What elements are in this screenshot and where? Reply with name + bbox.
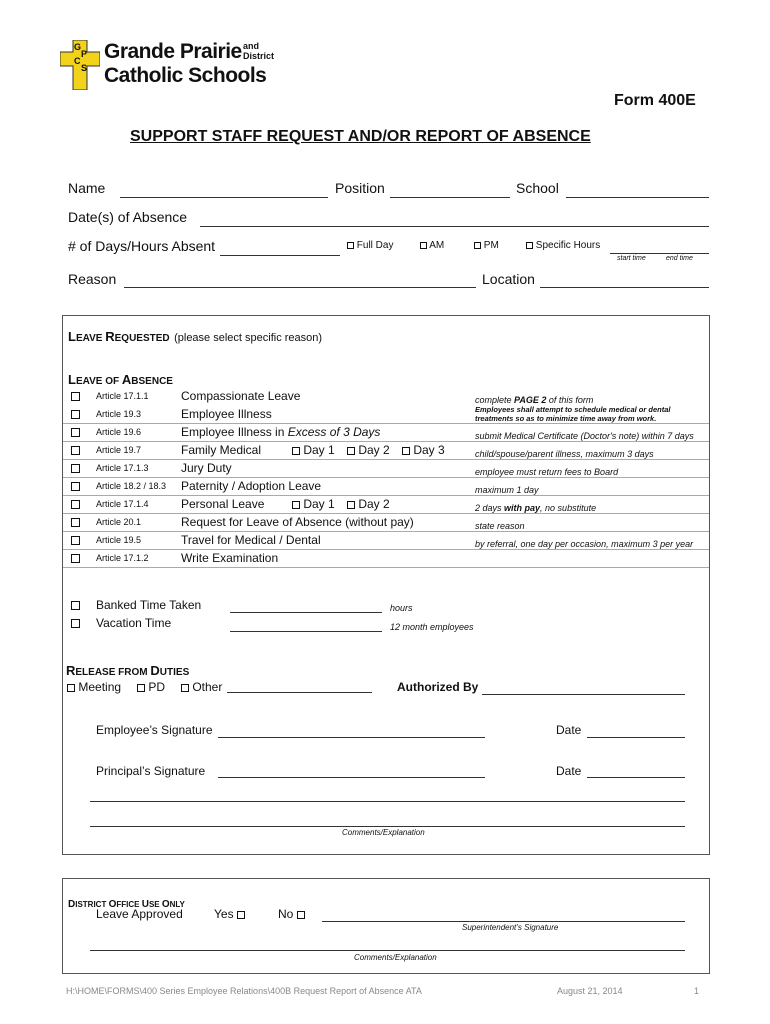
article-number: Article 19.7 xyxy=(96,445,142,455)
leave-checkbox[interactable] xyxy=(71,500,80,509)
superintendent-signature-field[interactable] xyxy=(322,921,685,922)
leave-type: Request for Leave of Absence (without pay) xyxy=(181,515,414,529)
family-day3-option[interactable] xyxy=(402,443,445,457)
date1-field[interactable] xyxy=(587,737,685,738)
principal-signature-field[interactable] xyxy=(218,777,485,778)
position-field[interactable] xyxy=(390,197,510,198)
heading-part: SE xyxy=(148,900,162,909)
vacation-label: Vacation Time xyxy=(96,616,172,630)
day-text: Day 1 xyxy=(303,443,335,457)
org-name-line2: Catholic Schools xyxy=(104,64,267,87)
heading-part: FFICE xyxy=(116,900,142,909)
leave-type: Write Examination xyxy=(181,551,279,565)
article-number: Article 19.6 xyxy=(96,427,142,437)
district-comments-field[interactable] xyxy=(90,950,685,951)
leave-checkbox[interactable] xyxy=(71,392,80,401)
leave-of-absence-heading xyxy=(68,371,173,389)
heading-initial: L xyxy=(68,329,76,344)
no-text: No xyxy=(278,907,294,921)
am-checkbox[interactable] xyxy=(420,242,427,249)
row-divider xyxy=(63,459,709,460)
pm-checkbox[interactable] xyxy=(474,242,481,249)
heading-part: BSENCE xyxy=(131,376,173,387)
row-divider xyxy=(63,549,709,550)
name-field[interactable] xyxy=(120,197,328,198)
note-text: 2 days xyxy=(475,503,505,513)
date2-label: Date xyxy=(556,764,582,778)
banked-label: Banked Time Taken xyxy=(96,598,202,612)
heading-part: ISTRICT xyxy=(75,900,109,909)
heading-initial: D xyxy=(150,663,160,678)
leave-checkbox[interactable] xyxy=(71,446,80,455)
other-text: Other xyxy=(192,680,223,694)
vacation-checkbox[interactable] xyxy=(71,619,80,628)
date2-field[interactable] xyxy=(587,777,685,778)
logo-letter-p: P xyxy=(81,49,88,59)
row-divider xyxy=(63,477,709,478)
school-label: School xyxy=(516,180,559,196)
dates-field[interactable] xyxy=(200,226,709,227)
no-option[interactable] xyxy=(278,907,305,921)
org-name-district: District xyxy=(243,51,275,61)
row-divider xyxy=(63,513,709,514)
note-bold: PAGE 2 xyxy=(514,395,547,405)
personal-day1-option[interactable] xyxy=(292,497,335,511)
comments-field-line1[interactable] xyxy=(90,801,685,802)
note-illness-excess: submit Medical Certificate (Doctor's note) within 7 days xyxy=(475,431,694,441)
twelve-month-label: 12 month employees xyxy=(390,622,474,632)
start-time-label: start time xyxy=(617,255,646,262)
meeting-checkbox[interactable] xyxy=(67,684,75,692)
pd-option[interactable] xyxy=(137,680,165,694)
comments-label: Comments/Explanation xyxy=(342,828,425,837)
day-checkbox[interactable] xyxy=(292,447,300,455)
heading-initial: O xyxy=(108,899,117,910)
authorized-by-field[interactable] xyxy=(482,694,685,695)
note-text: , no substitute xyxy=(540,503,597,513)
leave-checkbox[interactable] xyxy=(71,518,80,527)
am-option[interactable] xyxy=(420,240,444,251)
leave-checkbox[interactable] xyxy=(71,410,80,419)
full-day-text: Full Day xyxy=(356,240,394,251)
note-illness-a: Employees shall attempt to schedule medical or dental xyxy=(475,405,671,414)
note-request: state reason xyxy=(475,521,525,531)
leave-checkbox[interactable] xyxy=(71,428,80,437)
other-field[interactable] xyxy=(227,692,372,693)
yes-checkbox[interactable] xyxy=(237,911,245,919)
district-comments-label: Comments/Explanation xyxy=(354,953,437,962)
heading-initial: O xyxy=(161,899,170,910)
leave-type: Family Medical xyxy=(181,443,262,457)
position-label: Position xyxy=(335,180,385,196)
day-text: Day 2 xyxy=(358,443,390,457)
note-bold: with pay xyxy=(504,503,541,513)
day-checkbox[interactable] xyxy=(347,447,355,455)
date1-label: Date xyxy=(556,723,582,737)
release-heading xyxy=(66,662,189,680)
school-field[interactable] xyxy=(566,197,709,198)
vacation-field[interactable] xyxy=(230,631,382,632)
other-option[interactable] xyxy=(181,680,222,694)
heading-note: (please select specific reason) xyxy=(174,332,323,344)
note-jury: employee must return fees to Board xyxy=(475,467,619,477)
org-name-line1: Grande Prairie xyxy=(104,40,242,63)
article-number: Article 17.1.4 xyxy=(96,499,149,509)
location-field[interactable] xyxy=(540,287,709,288)
days-hours-label: # of Days/Hours Absent xyxy=(68,238,216,254)
days-hours-field[interactable] xyxy=(220,255,340,256)
pm-text: PM xyxy=(483,240,499,251)
org-name-and: and xyxy=(243,41,260,51)
heading-part: EQUESTED xyxy=(114,333,170,344)
yes-text: Yes xyxy=(214,907,234,921)
day-text: Day 1 xyxy=(303,497,335,511)
leave-checkbox[interactable] xyxy=(71,536,80,545)
pd-checkbox[interactable] xyxy=(137,684,145,692)
am-text: AM xyxy=(429,240,445,251)
leave-type xyxy=(181,425,380,439)
hours-label: hours xyxy=(390,603,413,613)
logo-letter-s: S xyxy=(81,63,88,73)
leave-type: Personal Leave xyxy=(181,497,265,511)
note-text: of this form xyxy=(546,395,594,405)
page-title: SUPPORT STAFF REQUEST AND/OR REPORT OF ABSENCE xyxy=(130,128,591,145)
form-number: Form 400E xyxy=(614,92,696,109)
specific-hours-text: Specific Hours xyxy=(535,240,601,251)
comments-field-line2[interactable] xyxy=(90,826,685,827)
authorized-by-label: Authorized By xyxy=(397,680,479,694)
article-number: Article 19.5 xyxy=(96,535,142,545)
yes-option[interactable] xyxy=(214,907,245,921)
full-day-checkbox[interactable] xyxy=(347,242,354,249)
logo-letter-c: C xyxy=(74,56,81,66)
dates-label: Date(s) of Absence xyxy=(68,209,188,225)
leave-type-emphasis: Excess of 3 Days xyxy=(287,425,381,439)
leave-approved-label: Leave Approved xyxy=(96,907,183,921)
note-paternity: maximum 1 day xyxy=(475,485,539,495)
row-divider xyxy=(63,531,709,532)
heading-initial: R xyxy=(66,663,76,678)
day-checkbox[interactable] xyxy=(402,447,410,455)
heading-part: EAVE xyxy=(75,333,106,344)
banked-checkbox[interactable] xyxy=(71,601,80,610)
note-compassionate xyxy=(475,395,593,405)
name-label: Name xyxy=(68,180,106,196)
footer-date: August 21, 2014 xyxy=(557,986,623,996)
leave-type: Travel for Medical / Dental xyxy=(181,533,321,547)
note-illness-b: treatments so as to minimize time away from work. xyxy=(475,414,657,423)
row-divider xyxy=(63,567,709,568)
employee-signature-label: Employee’s Signature xyxy=(96,723,213,737)
other-checkbox[interactable] xyxy=(181,684,189,692)
leave-type: Compassionate Leave xyxy=(181,389,301,403)
employee-signature-field[interactable] xyxy=(218,737,485,738)
leave-type: Paternity / Adoption Leave xyxy=(181,479,322,493)
heading-initial: U xyxy=(141,899,149,910)
no-checkbox[interactable] xyxy=(297,911,305,919)
article-number: Article 20.1 xyxy=(96,517,142,527)
heading-part: ELEASE FROM xyxy=(75,667,151,678)
meeting-option[interactable] xyxy=(67,680,121,694)
pm-option[interactable] xyxy=(474,240,499,251)
article-number: Article 17.1.1 xyxy=(96,391,149,401)
heading-initial: R xyxy=(105,329,115,344)
note-family: child/spouse/parent illness, maximum 3 days xyxy=(475,449,654,459)
specific-hours-checkbox[interactable] xyxy=(526,242,533,249)
specific-hours-option[interactable] xyxy=(526,240,600,251)
leave-checkbox[interactable] xyxy=(71,464,80,473)
superintendent-label: Superintendent’s Signature xyxy=(462,923,559,932)
meeting-text: Meeting xyxy=(78,680,122,694)
leave-type-text: Employee Illness in xyxy=(181,425,288,439)
personal-day2-option[interactable] xyxy=(347,497,390,511)
day-checkbox[interactable] xyxy=(347,501,355,509)
article-number: Article 17.1.3 xyxy=(96,463,149,473)
note-personal xyxy=(475,503,596,513)
leave-checkbox[interactable] xyxy=(71,482,80,491)
leave-requested-heading xyxy=(68,328,322,346)
day-checkbox[interactable] xyxy=(292,501,300,509)
row-divider xyxy=(63,495,709,496)
location-label: Location xyxy=(482,271,535,287)
heading-initial: L xyxy=(68,372,76,387)
reason-label: Reason xyxy=(68,271,117,287)
family-day2-option[interactable] xyxy=(347,443,390,457)
footer-page-number: 1 xyxy=(694,986,700,996)
article-number: Article 18.2 / 18.3 xyxy=(96,481,167,491)
heading-initial: D xyxy=(68,899,76,910)
row-divider xyxy=(63,423,709,424)
family-day1-option[interactable] xyxy=(292,443,335,457)
logo xyxy=(60,40,280,92)
hours-field[interactable] xyxy=(610,253,709,254)
leave-checkbox[interactable] xyxy=(71,554,80,563)
principal-signature-label: Principal’s Signature xyxy=(96,764,206,778)
leave-type: Employee Illness xyxy=(181,407,272,421)
footer-path: H:\HOME\FORMS\400 Series Employee Relations\400B Request Report of Absence ATA xyxy=(66,986,422,996)
banked-hours-field[interactable] xyxy=(230,612,382,613)
leave-type: Jury Duty xyxy=(181,461,232,475)
heading-initial: A xyxy=(121,372,132,387)
heading-part: EAVE OF xyxy=(75,376,122,387)
row-divider xyxy=(63,441,709,442)
day-text: Day 2 xyxy=(358,497,390,511)
logo-letter-g: G xyxy=(74,42,82,52)
article-number: Article 19.3 xyxy=(96,409,142,419)
note-text: complete xyxy=(475,395,515,405)
heading-part: UTIES xyxy=(159,667,190,678)
pd-text: PD xyxy=(148,680,166,694)
reason-field[interactable] xyxy=(124,287,476,288)
full-day-option[interactable] xyxy=(347,240,393,251)
day-text: Day 3 xyxy=(413,443,445,457)
article-number: Article 17.1.2 xyxy=(96,553,149,563)
end-time-label: end time xyxy=(666,255,693,262)
heading-part: NLY xyxy=(169,900,185,909)
note-travel: by referral, one day per occasion, maximum 3 per year xyxy=(475,539,694,549)
